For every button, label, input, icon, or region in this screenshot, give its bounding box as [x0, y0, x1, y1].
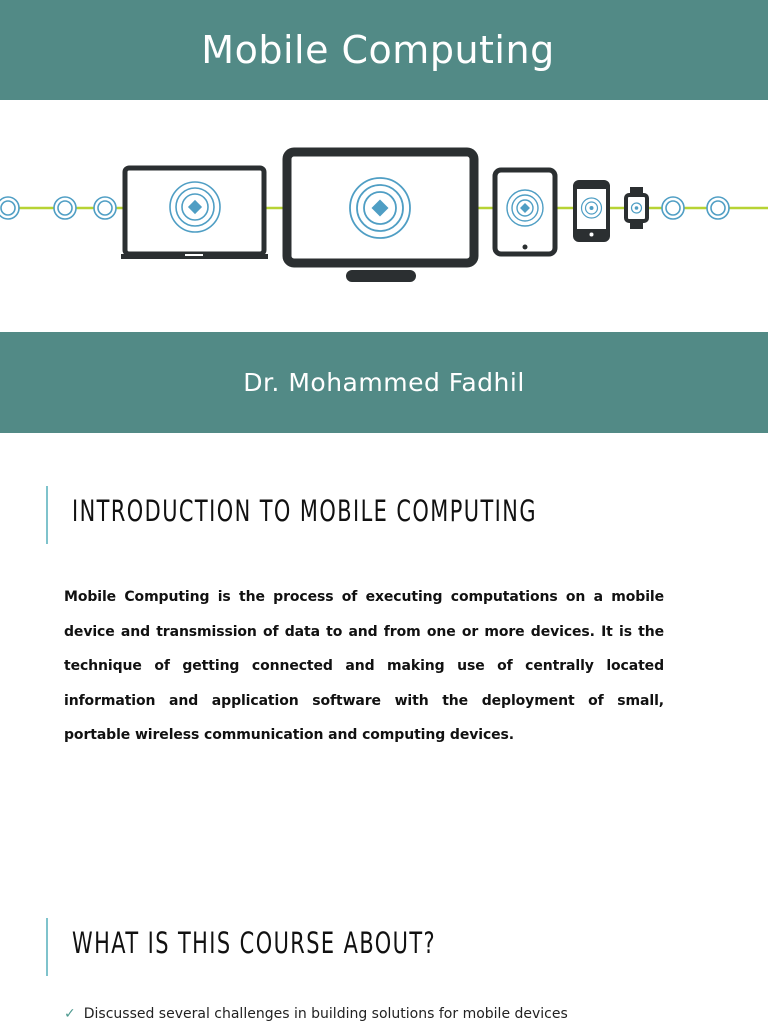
intro-paragraph: Mobile Computing is the process of executing computations on a mobile device and transmission of data to and from one or more devices. It is the technique of getting connected and making use of centrally located information and application software with the deployment of small, portable wireless communication and computing devices. — [64, 589, 664, 743]
author-banner — [0, 332, 768, 433]
list-item — [64, 1006, 568, 1022]
devices-svg — [0, 100, 768, 332]
phone-icon — [575, 182, 608, 240]
section-accent-bar — [46, 918, 48, 976]
author-name: Dr. Mohammed Fadhil — [243, 368, 525, 397]
course-bullet-list — [64, 1006, 568, 1022]
smartwatch-icon — [626, 187, 647, 229]
slide-title: Mobile Computing — [201, 28, 555, 72]
section-heading-intro: INTRODUCTION TO MOBILE COMPUTING — [72, 494, 537, 528]
tablet-icon — [495, 170, 555, 254]
section-accent-bar — [46, 486, 48, 544]
connected-devices-illustration — [0, 100, 768, 332]
laptop-icon — [121, 168, 268, 259]
checkmark-icon: ✓ — [64, 1006, 76, 1022]
title-banner — [0, 0, 768, 100]
section-heading-course: WHAT IS THIS COURSE ABOUT? — [72, 926, 437, 960]
bullet-text: Discussed several challenges in building solutions for mobile devices — [83, 1006, 568, 1022]
monitor-icon — [287, 152, 474, 282]
